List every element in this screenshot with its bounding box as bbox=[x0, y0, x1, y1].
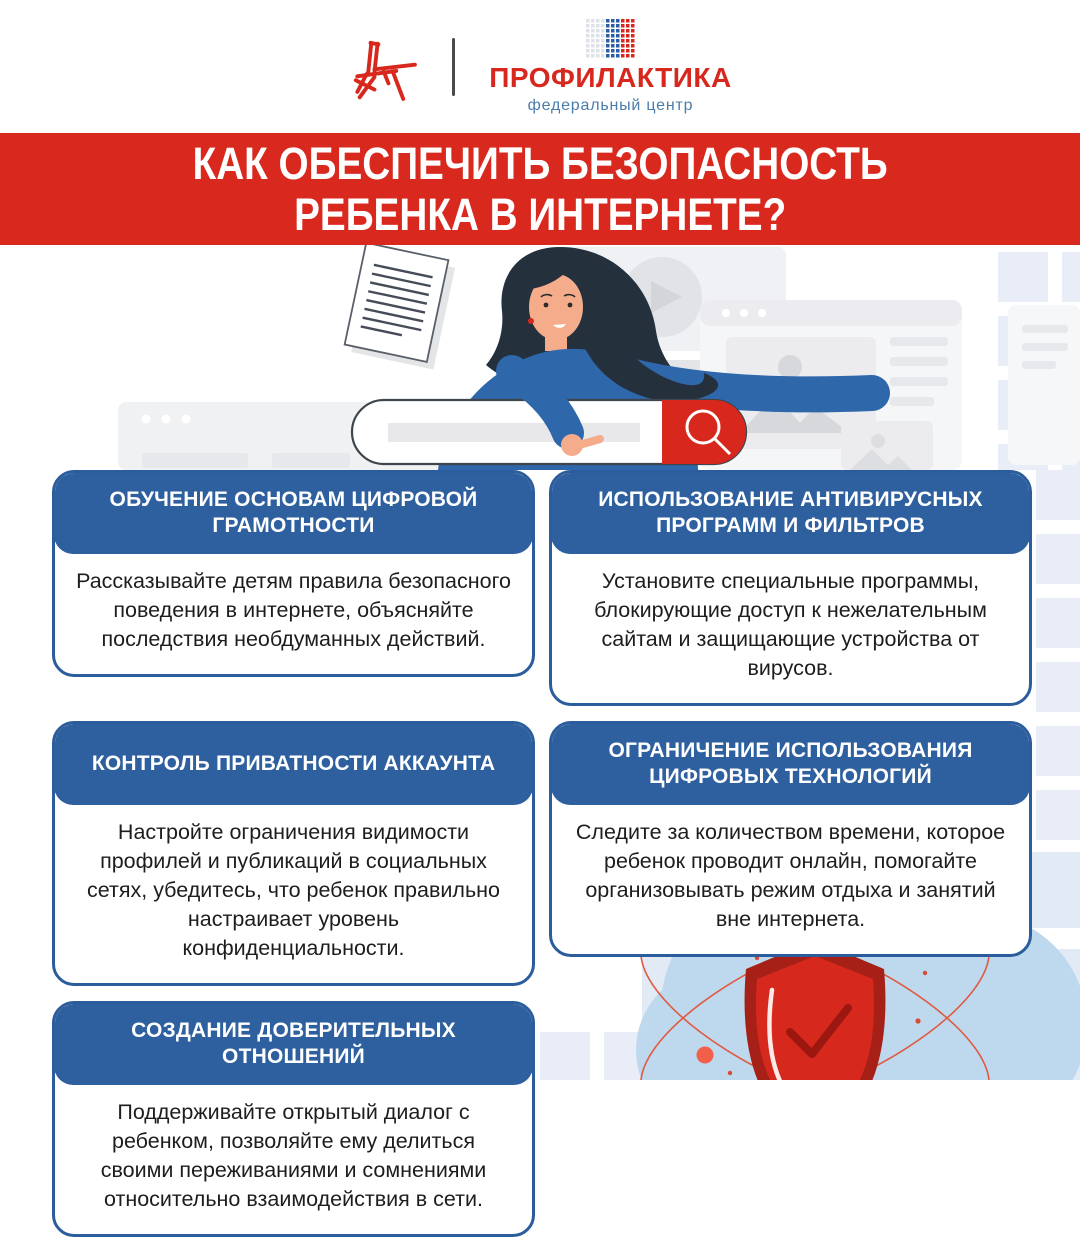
card-title: ИСПОЛЬЗОВАНИЕ АНТИВИРУСНЫХ ПРОГРАММ И ФИЛЬТРОВ bbox=[598, 488, 983, 537]
document-icon bbox=[343, 245, 456, 370]
card-body: Настройте ограничения видимости профилей и публикаций в социальных сетях, убедитесь, что ребенок правильно настраивает уровень конфиденциальности. bbox=[87, 820, 500, 960]
card-privacy bbox=[52, 721, 535, 986]
chair-logo-icon bbox=[348, 29, 418, 105]
card-antivirus bbox=[549, 470, 1032, 706]
card-header bbox=[551, 472, 1030, 554]
pixel-grid-red bbox=[621, 19, 636, 59]
browser-window-far-right bbox=[1008, 305, 1080, 465]
pixel-grid-grey bbox=[586, 19, 606, 59]
tile-pattern-right bbox=[1036, 470, 1080, 852]
earring bbox=[528, 318, 534, 324]
brand-name: ПРОФИЛАКТИКА bbox=[489, 61, 732, 93]
brand-block bbox=[489, 19, 731, 115]
card-body: Следите за количеством времени, которое ребенок проводит онлайн, помогайте организовывать режим отдыха и занятий вне интернета. bbox=[575, 820, 1006, 931]
card-body: Установите специальные программы, блокирующие доступ к нежелательным сайтам и защищающие устройства от вирусов. bbox=[594, 569, 987, 680]
card-title: ОГРАНИЧЕНИЕ ИСПОЛЬЗОВАНИЯ ЦИФРОВЫХ ТЕХНОЛОГИЙ bbox=[608, 739, 973, 788]
card-title: СОЗДАНИЕ ДОВЕРИТЕЛЬНЫХ ОТНОШЕНИЙ bbox=[131, 1019, 456, 1068]
hero-illustration bbox=[0, 245, 1080, 470]
card-header bbox=[54, 723, 533, 805]
pixel-grid-blue bbox=[606, 19, 621, 59]
header-logos bbox=[0, 0, 1080, 133]
card-title: КОНТРОЛЬ ПРИВАТНОСТИ АККАУНТА bbox=[91, 752, 496, 775]
brand-subtitle: федеральный центр bbox=[527, 96, 694, 114]
card-header bbox=[54, 1003, 533, 1085]
card-digital-literacy bbox=[52, 470, 535, 677]
card-screen-time bbox=[549, 721, 1032, 957]
logo-divider bbox=[452, 38, 455, 96]
title-banner bbox=[0, 133, 1080, 245]
card-body: Рассказывайте детям правила безопасного поведения в интернете, объясняйте последствия необдуманных действий. bbox=[76, 569, 511, 651]
advice-cards bbox=[52, 470, 1032, 1237]
card-header bbox=[551, 723, 1030, 805]
card-header bbox=[54, 472, 533, 554]
card-title: ОБУЧЕНИЕ ОСНОВАМ ЦИФРОВОЙ ГРАМОТНОСТИ bbox=[109, 488, 478, 537]
card-body: Поддерживайте открытый диалог с ребенком, позволяйте ему делиться своими переживаниями и сомнениями относительно взаимодействия в сети. bbox=[100, 1100, 487, 1211]
poster-title: КАК ОБЕСПЕЧИТЬ БЕЗОПАСНОСТЬ РЕБЕНКА В ИНТЕРНЕТЕ? bbox=[192, 138, 888, 240]
card-trust bbox=[52, 1001, 535, 1237]
pixel-grid-icon bbox=[586, 19, 636, 59]
